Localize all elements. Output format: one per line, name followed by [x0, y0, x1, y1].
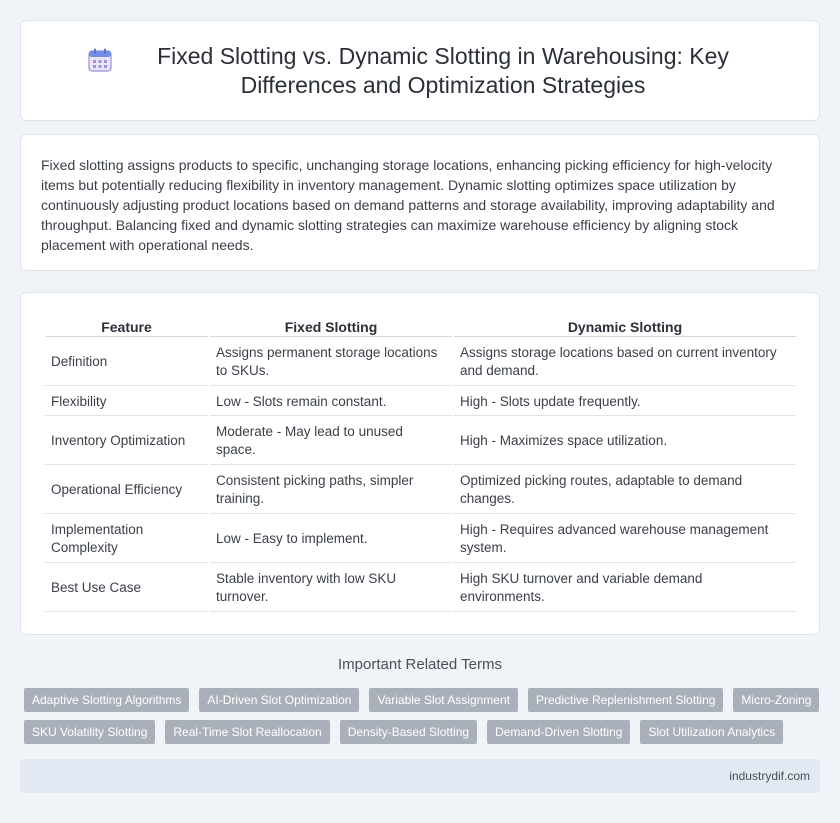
related-term-tag[interactable]: AI-Driven Slot Optimization [199, 688, 359, 712]
row-fixed-value: Moderate - May lead to unused space. [210, 418, 452, 465]
footer [20, 759, 820, 793]
row-feature: Operational Efficiency [45, 467, 208, 514]
comparison-table [43, 315, 798, 614]
related-term-tag[interactable]: Density-Based Slotting [340, 720, 477, 744]
related-terms-title: Important Related Terms [338, 656, 502, 673]
footer-site-link[interactable]: industrydif.com [729, 769, 810, 783]
table-row [45, 467, 796, 514]
table-header-row [45, 317, 796, 337]
calendar-icon [87, 47, 113, 73]
related-term-tag[interactable]: Micro-Zoning [733, 688, 819, 712]
row-feature: Definition [45, 339, 208, 386]
related-term-tag[interactable]: Real-Time Slot Reallocation [165, 720, 329, 744]
table-row [45, 516, 796, 563]
intro-paragraph: Fixed slotting assigns products to specific, unchanging storage locations, enhancing picking efficiency for high-velocity items but potentially reducing flexibility in inventory management. Dynamic slotting optimizes space utilization by continuously adjusting product locations based on demand patterns and storage availability, improving adaptability and throughput. Balancing fixed and dynamic slotting strategies can maximize warehouse efficiency by aligning stock placement with operational needs. [41, 157, 775, 253]
row-fixed-value: Assigns permanent storage locations to SKUs. [210, 339, 452, 386]
page-title: Fixed Slotting vs. Dynamic Slotting in Warehousing: Key Differences and Optimization Strategies [157, 42, 729, 98]
header-fixed-slotting: Fixed Slotting [210, 317, 452, 337]
related-term-tag[interactable]: Variable Slot Assignment [369, 688, 518, 712]
header-dynamic-slotting: Dynamic Slotting [454, 317, 796, 337]
row-dynamic-value: Assigns storage locations based on current inventory and demand. [454, 339, 796, 386]
header-feature: Feature [45, 317, 208, 337]
row-dynamic-value: High - Slots update frequently. [454, 388, 796, 416]
row-fixed-value: Low - Easy to implement. [210, 516, 452, 563]
intro-card [20, 134, 820, 271]
row-fixed-value: Stable inventory with low SKU turnover. [210, 565, 452, 612]
row-dynamic-value: High - Maximizes space utilization. [454, 418, 796, 465]
row-feature: Implementation Complexity [45, 516, 208, 563]
table-row [45, 418, 796, 465]
row-dynamic-value: Optimized picking routes, adaptable to demand changes. [454, 467, 796, 514]
table-row [45, 339, 796, 386]
table-row [45, 388, 796, 416]
related-term-tag[interactable]: SKU Volatility Slotting [24, 720, 155, 744]
row-dynamic-value: High SKU turnover and variable demand environments. [454, 565, 796, 612]
related-terms-list [24, 688, 824, 744]
row-feature: Flexibility [45, 388, 208, 416]
related-term-tag[interactable]: Adaptive Slotting Algorithms [24, 688, 189, 712]
title-card [20, 20, 820, 121]
table-row [45, 565, 796, 612]
row-dynamic-value: High - Requires advanced warehouse management system. [454, 516, 796, 563]
related-term-tag[interactable]: Predictive Replenishment Slotting [528, 688, 723, 712]
related-term-tag[interactable]: Demand-Driven Slotting [487, 720, 630, 744]
related-term-tag[interactable]: Slot Utilization Analytics [640, 720, 783, 744]
row-fixed-value: Consistent picking paths, simpler training. [210, 467, 452, 514]
row-feature: Inventory Optimization [45, 418, 208, 465]
row-feature: Best Use Case [45, 565, 208, 612]
comparison-card [20, 292, 820, 635]
row-fixed-value: Low - Slots remain constant. [210, 388, 452, 416]
